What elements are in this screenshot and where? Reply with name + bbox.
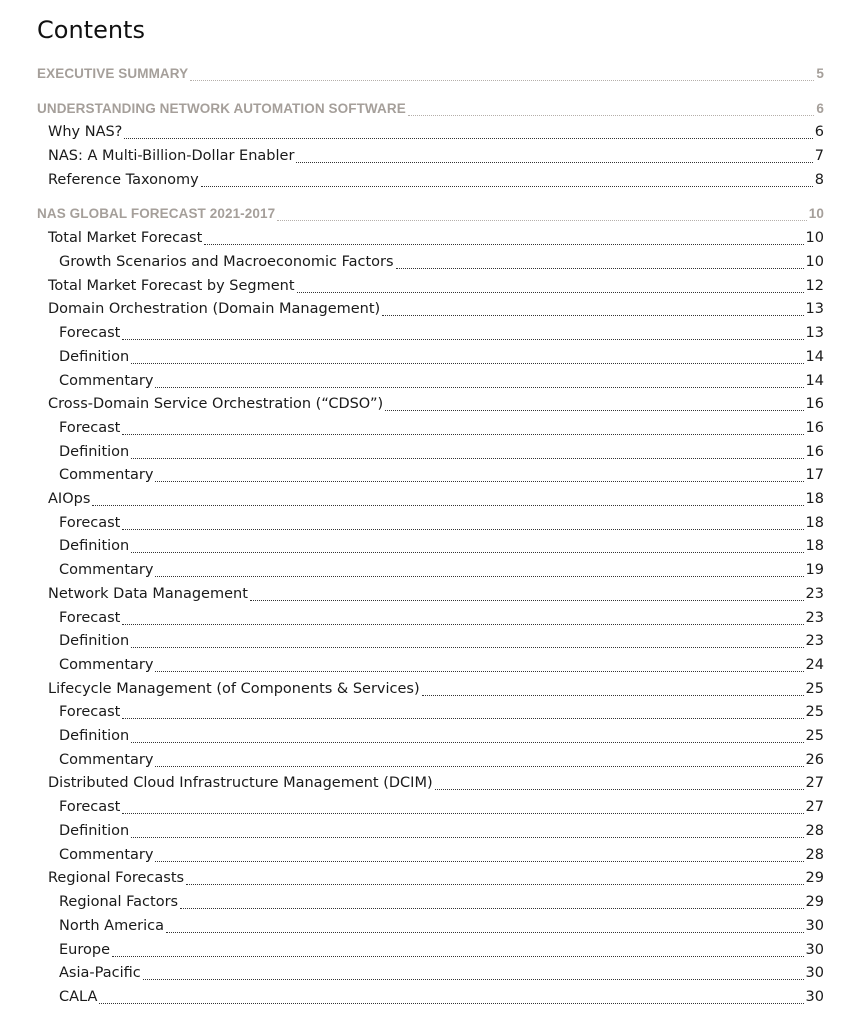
toc-entry[interactable] — [59, 820, 824, 842]
dot-leader — [435, 789, 804, 790]
dot-leader — [122, 624, 803, 625]
toc-entry[interactable] — [48, 583, 824, 605]
toc-entry[interactable] — [59, 346, 824, 368]
toc-entry-page-number: 30 — [805, 989, 824, 1005]
toc-entry[interactable] — [48, 275, 824, 297]
dot-leader — [204, 244, 803, 245]
toc-entry-label: Growth Scenarios and Macroeconomic Factors — [59, 254, 394, 270]
toc-entry-page-number: 10 — [808, 206, 824, 221]
dot-leader — [190, 80, 814, 81]
toc-entry-label: Reference Taxonomy — [48, 172, 199, 188]
toc-entry[interactable] — [59, 725, 824, 747]
dot-leader — [131, 552, 803, 553]
toc-entry[interactable] — [48, 169, 824, 191]
toc-entry[interactable] — [48, 298, 824, 320]
dot-leader — [122, 718, 803, 719]
dot-leader — [155, 387, 803, 388]
dot-leader — [382, 315, 803, 316]
toc-entry-page-number: 14 — [805, 349, 824, 365]
toc-entry-label: Total Market Forecast by Segment — [48, 278, 295, 294]
toc-entry-page-number: 27 — [805, 799, 824, 815]
toc-entry-label: Lifecycle Management (of Components & Services) — [48, 681, 420, 697]
toc-entry[interactable] — [48, 772, 824, 794]
dot-leader — [99, 1003, 803, 1004]
dot-leader — [180, 908, 803, 909]
toc-entry-label: Commentary — [59, 373, 154, 389]
toc-entry-page-number: 27 — [805, 775, 824, 791]
toc-entry-page-number: 28 — [805, 823, 824, 839]
dot-leader — [124, 138, 812, 139]
toc-entry-page-number: 23 — [805, 610, 824, 626]
toc-entry-label: Why NAS? — [48, 124, 123, 140]
toc-entry[interactable] — [59, 251, 824, 273]
toc-entry-page-number: 19 — [805, 562, 824, 578]
toc-entry[interactable] — [59, 417, 824, 439]
toc-entry-label: Total Market Forecast — [48, 230, 203, 246]
toc-entry-page-number: 23 — [805, 586, 824, 602]
toc-entry-label: Definition — [59, 538, 130, 554]
toc-entry[interactable] — [37, 63, 824, 85]
toc-entry[interactable] — [59, 986, 824, 1008]
toc-entry-label: Definition — [59, 349, 130, 365]
toc-entry[interactable] — [59, 654, 824, 676]
toc-entry-label: Commentary — [59, 657, 154, 673]
dot-leader — [122, 339, 803, 340]
toc-entry-label: Commentary — [59, 847, 154, 863]
toc-entry[interactable] — [48, 488, 824, 510]
toc-entry[interactable] — [37, 98, 824, 120]
toc-entry[interactable] — [48, 867, 824, 889]
dot-leader — [112, 956, 804, 957]
toc-entry[interactable] — [48, 227, 824, 249]
page-title: Contents — [37, 16, 145, 44]
toc-entry[interactable] — [59, 535, 824, 557]
toc-entry-page-number: 23 — [805, 633, 824, 649]
toc-entry-label: Domain Orchestration (Domain Management) — [48, 301, 381, 317]
toc-entry-label: Commentary — [59, 562, 154, 578]
toc-entry-label: Definition — [59, 633, 130, 649]
toc-entry-page-number: 18 — [805, 515, 824, 531]
toc-entry-page-number: 29 — [805, 870, 824, 886]
dot-leader — [155, 576, 803, 577]
toc-entry-page-number: 6 — [814, 124, 824, 140]
toc-entry-label: EXECUTIVE SUMMARY — [37, 66, 189, 81]
dot-leader — [131, 647, 803, 648]
toc-entry-label: Forecast — [59, 515, 121, 531]
dot-leader — [143, 979, 804, 980]
toc-entry-page-number: 30 — [805, 942, 824, 958]
toc-entry[interactable] — [48, 393, 824, 415]
toc-entry-page-number: 16 — [805, 444, 824, 460]
toc-entry-page-number: 14 — [805, 373, 824, 389]
dot-leader — [250, 600, 804, 601]
toc-entry-page-number: 18 — [805, 538, 824, 554]
toc-entry[interactable] — [59, 370, 824, 392]
toc-entry-label: Forecast — [59, 799, 121, 815]
toc-entry-page-number: 25 — [805, 728, 824, 744]
toc-entry-label: Forecast — [59, 704, 121, 720]
toc-entry[interactable] — [59, 962, 824, 984]
toc-entry-label: CALA — [59, 989, 98, 1005]
toc-entry[interactable] — [59, 322, 824, 344]
toc-entry-page-number: 28 — [805, 847, 824, 863]
toc-entry-page-number: 24 — [805, 657, 824, 673]
toc-entry[interactable] — [59, 749, 824, 771]
toc-entry-page-number: 30 — [805, 965, 824, 981]
dot-leader — [131, 363, 803, 364]
dot-leader — [396, 268, 804, 269]
toc-entry[interactable] — [59, 939, 824, 961]
toc-entry-label: Commentary — [59, 467, 154, 483]
toc-entry-label: North America — [59, 918, 164, 934]
toc-entry[interactable] — [59, 844, 824, 866]
toc-entry[interactable] — [59, 464, 824, 486]
toc-entry[interactable] — [59, 559, 824, 581]
toc-entry-label: Definition — [59, 444, 130, 460]
toc-entry-label: Asia-Pacific — [59, 965, 141, 981]
toc-entry-label: UNDERSTANDING NETWORK AUTOMATION SOFTWARE — [37, 101, 406, 116]
dot-leader — [122, 529, 803, 530]
toc-entry-label: Europe — [59, 942, 110, 958]
dot-leader — [201, 186, 813, 187]
toc-entry-label: Definition — [59, 728, 130, 744]
dot-leader — [155, 766, 803, 767]
toc-entry-page-number: 8 — [814, 172, 824, 188]
toc-entry-page-number: 25 — [805, 681, 824, 697]
toc-entry-page-number: 26 — [805, 752, 824, 768]
toc-entry[interactable] — [59, 891, 824, 913]
dot-leader — [155, 861, 803, 862]
toc-entry-page-number: 12 — [805, 278, 824, 294]
toc-entry[interactable] — [59, 630, 824, 652]
toc-entry-label: Definition — [59, 823, 130, 839]
toc-entry-page-number: 6 — [816, 101, 824, 116]
toc-entry[interactable] — [59, 441, 824, 463]
toc-entry-label: NAS: A Multi-Billion-Dollar Enabler — [48, 148, 295, 164]
toc-entry-page-number: 13 — [805, 301, 824, 317]
dot-leader — [408, 115, 815, 116]
toc-entry-page-number: 17 — [805, 467, 824, 483]
toc-entry-page-number: 5 — [816, 66, 824, 81]
toc-entry-label: Regional Factors — [59, 894, 179, 910]
dot-leader — [155, 671, 803, 672]
toc-entry[interactable] — [37, 203, 824, 225]
toc-entry-page-number: 25 — [805, 704, 824, 720]
dot-leader — [296, 162, 812, 163]
toc-entry[interactable] — [59, 607, 824, 629]
toc-entry[interactable] — [48, 678, 824, 700]
toc-entry[interactable] — [48, 121, 824, 143]
toc-entry-page-number: 29 — [805, 894, 824, 910]
dot-leader — [186, 884, 803, 885]
toc-entry-page-number: 13 — [805, 325, 824, 341]
toc-entry-label: Regional Forecasts — [48, 870, 185, 886]
toc-entry[interactable] — [59, 915, 824, 937]
toc-entry-page-number: 30 — [805, 918, 824, 934]
dot-leader — [92, 505, 803, 506]
toc-entry-label: Distributed Cloud Infrastructure Management (DCIM) — [48, 775, 433, 791]
toc-entry[interactable] — [59, 512, 824, 534]
dot-leader — [131, 742, 803, 743]
dot-leader — [385, 410, 803, 411]
toc-entry-page-number: 16 — [805, 396, 824, 412]
toc-entry-label: Forecast — [59, 420, 121, 436]
dot-leader — [122, 813, 803, 814]
toc-entry-label: AIOps — [48, 491, 91, 507]
toc-entry-page-number: 16 — [805, 420, 824, 436]
toc-entry-label: Cross-Domain Service Orchestration (“CDSO”) — [48, 396, 384, 412]
toc-entry-label: Commentary — [59, 752, 154, 768]
dot-leader — [277, 220, 807, 221]
dot-leader — [122, 434, 803, 435]
toc-entry-label: Forecast — [59, 325, 121, 341]
dot-leader — [166, 932, 804, 933]
dot-leader — [297, 292, 804, 293]
toc-entry-page-number: 7 — [814, 148, 824, 164]
toc-entry-label: Network Data Management — [48, 586, 248, 602]
toc-entry-page-number: 10 — [805, 254, 824, 270]
dot-leader — [131, 458, 803, 459]
dot-leader — [155, 481, 803, 482]
toc-entry-page-number: 10 — [805, 230, 824, 246]
dot-leader — [422, 695, 804, 696]
dot-leader — [131, 837, 803, 838]
toc-entry-label: Forecast — [59, 610, 121, 626]
toc-entry-label: NAS GLOBAL FORECAST 2021-2017 — [37, 206, 276, 221]
toc-entry[interactable] — [59, 796, 824, 818]
toc-entry[interactable] — [48, 145, 824, 167]
toc-entry-page-number: 18 — [805, 491, 824, 507]
toc-entry[interactable] — [59, 701, 824, 723]
